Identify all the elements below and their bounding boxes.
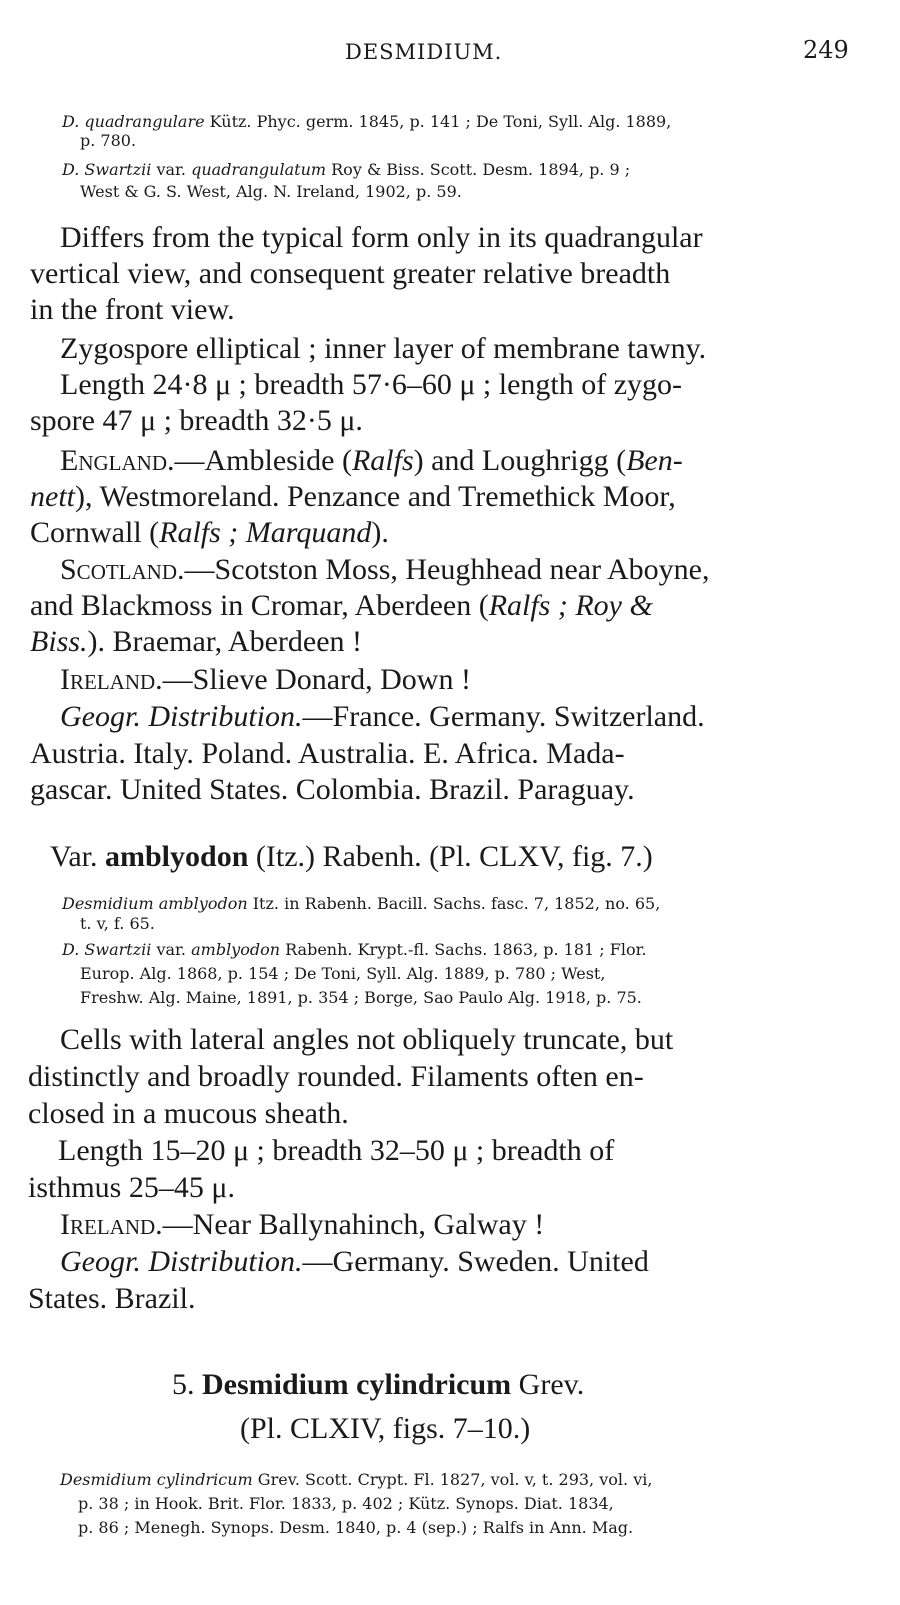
locality-line: Biss.). Braemar, Aberdeen ! — [30, 625, 363, 658]
locality-scotland: Scotland.—Scotston Moss, Heughhead near Aboyne, — [60, 553, 710, 586]
geographic-distribution: Geogr. Distribution.—Germany. Sweden. United — [60, 1245, 649, 1278]
locality-line: Cornwall (Ralfs ; Marquand). — [30, 516, 389, 549]
variety-heading: Var. amblyodon (Itz.) Rabenh. (Pl. CLXV, fig. 7.) — [50, 840, 653, 873]
locality-line: nett), Westmoreland. Penzance and Tremethick Moor, — [30, 480, 676, 513]
distribution-line: gascar. United States. Colombia. Brazil. Paraguay. — [30, 773, 635, 806]
synonym-line: Desmidium cylindricum Grev. Scott. Crypt. Fl. 1827, vol. v, t. 293, vol. vi, — [60, 1470, 653, 1489]
description-line: Cells with lateral angles not obliquely truncate, but — [60, 1023, 674, 1056]
measurement-line: Length 15–20 μ ; breadth 32–50 μ ; breadth of — [58, 1134, 615, 1167]
species-plate-reference: (Pl. CLXIV, figs. 7–10.) — [240, 1412, 531, 1445]
synonym-line: p. 38 ; in Hook. Brit. Flor. 1833, p. 402 ; Kütz. Synops. Diat. 1834, — [78, 1494, 614, 1513]
synonym-line: West & G. S. West, Alg. N. Ireland, 1902, p. 59. — [80, 182, 462, 201]
distribution-line: Austria. Italy. Poland. Australia. E. Africa. Mada- — [30, 737, 625, 770]
synonym-line: t. v, f. 65. — [80, 914, 155, 933]
locality-line: and Blackmoss in Cromar, Aberdeen (Ralfs ; Roy & — [30, 589, 653, 622]
measurement-line: isthmus 25–45 μ. — [28, 1171, 235, 1204]
running-head: DESMIDIUM. — [345, 40, 503, 64]
synonym-line: D. Swartzii var. amblyodon Rabenh. Krypt.-fl. Sachs. 1863, p. 181 ; Flor. — [62, 940, 647, 959]
synonym-line: Europ. Alg. 1868, p. 154 ; De Toni, Syll. Alg. 1889, p. 780 ; West, — [80, 964, 606, 983]
description-line: vertical view, and consequent greater relative breadth — [30, 257, 671, 290]
locality-england: England.—Ambleside (Ralfs) and Loughrigg (Ben- — [60, 444, 683, 477]
locality-ireland: Ireland.—Near Ballynahinch, Galway ! — [60, 1208, 545, 1241]
description-line: closed in a mucous sheath. — [28, 1097, 349, 1130]
synonym-line: D. Swartzii var. quadrangulatum Roy & Biss. Scott. Desm. 1894, p. 9 ; — [62, 160, 631, 179]
description-line: Zygospore elliptical ; inner layer of membrane tawny. — [60, 332, 707, 365]
measurement-line: spore 47 μ ; breadth 32·5 μ. — [30, 404, 363, 437]
page-number: 249 — [803, 36, 849, 64]
synonym-line: Desmidium amblyodon Itz. in Rabenh. Bacill. Sachs. fasc. 7, 1852, no. 65, — [62, 894, 661, 913]
geographic-distribution: Geogr. Distribution.—France. Germany. Switzerland. — [60, 700, 705, 733]
description-line: Differs from the typical form only in its quadrangular — [60, 221, 703, 254]
synonym-line: D. quadrangulare Kütz. Phyc. germ. 1845, p. 141 ; De Toni, Syll. Alg. 1889, — [62, 112, 672, 131]
synonym-line: Freshw. Alg. Maine, 1891, p. 354 ; Borge, Sao Paulo Alg. 1918, p. 75. — [80, 988, 642, 1007]
description-line: in the front view. — [30, 293, 235, 326]
synonym-line: p. 86 ; Menegh. Synops. Desm. 1840, p. 4 (sep.) ; Ralfs in Ann. Mag. — [78, 1518, 634, 1537]
synonym-line: p. 780. — [80, 131, 137, 150]
species-heading: 5. Desmidium cylindricum Grev. — [172, 1368, 585, 1401]
description-line: distinctly and broadly rounded. Filaments often en- — [28, 1060, 644, 1093]
distribution-line: States. Brazil. — [28, 1282, 196, 1315]
locality-ireland: Ireland.—Slieve Donard, Down ! — [60, 663, 471, 696]
measurement-line: Length 24·8 μ ; breadth 57·6–60 μ ; length of zygo- — [60, 368, 683, 401]
